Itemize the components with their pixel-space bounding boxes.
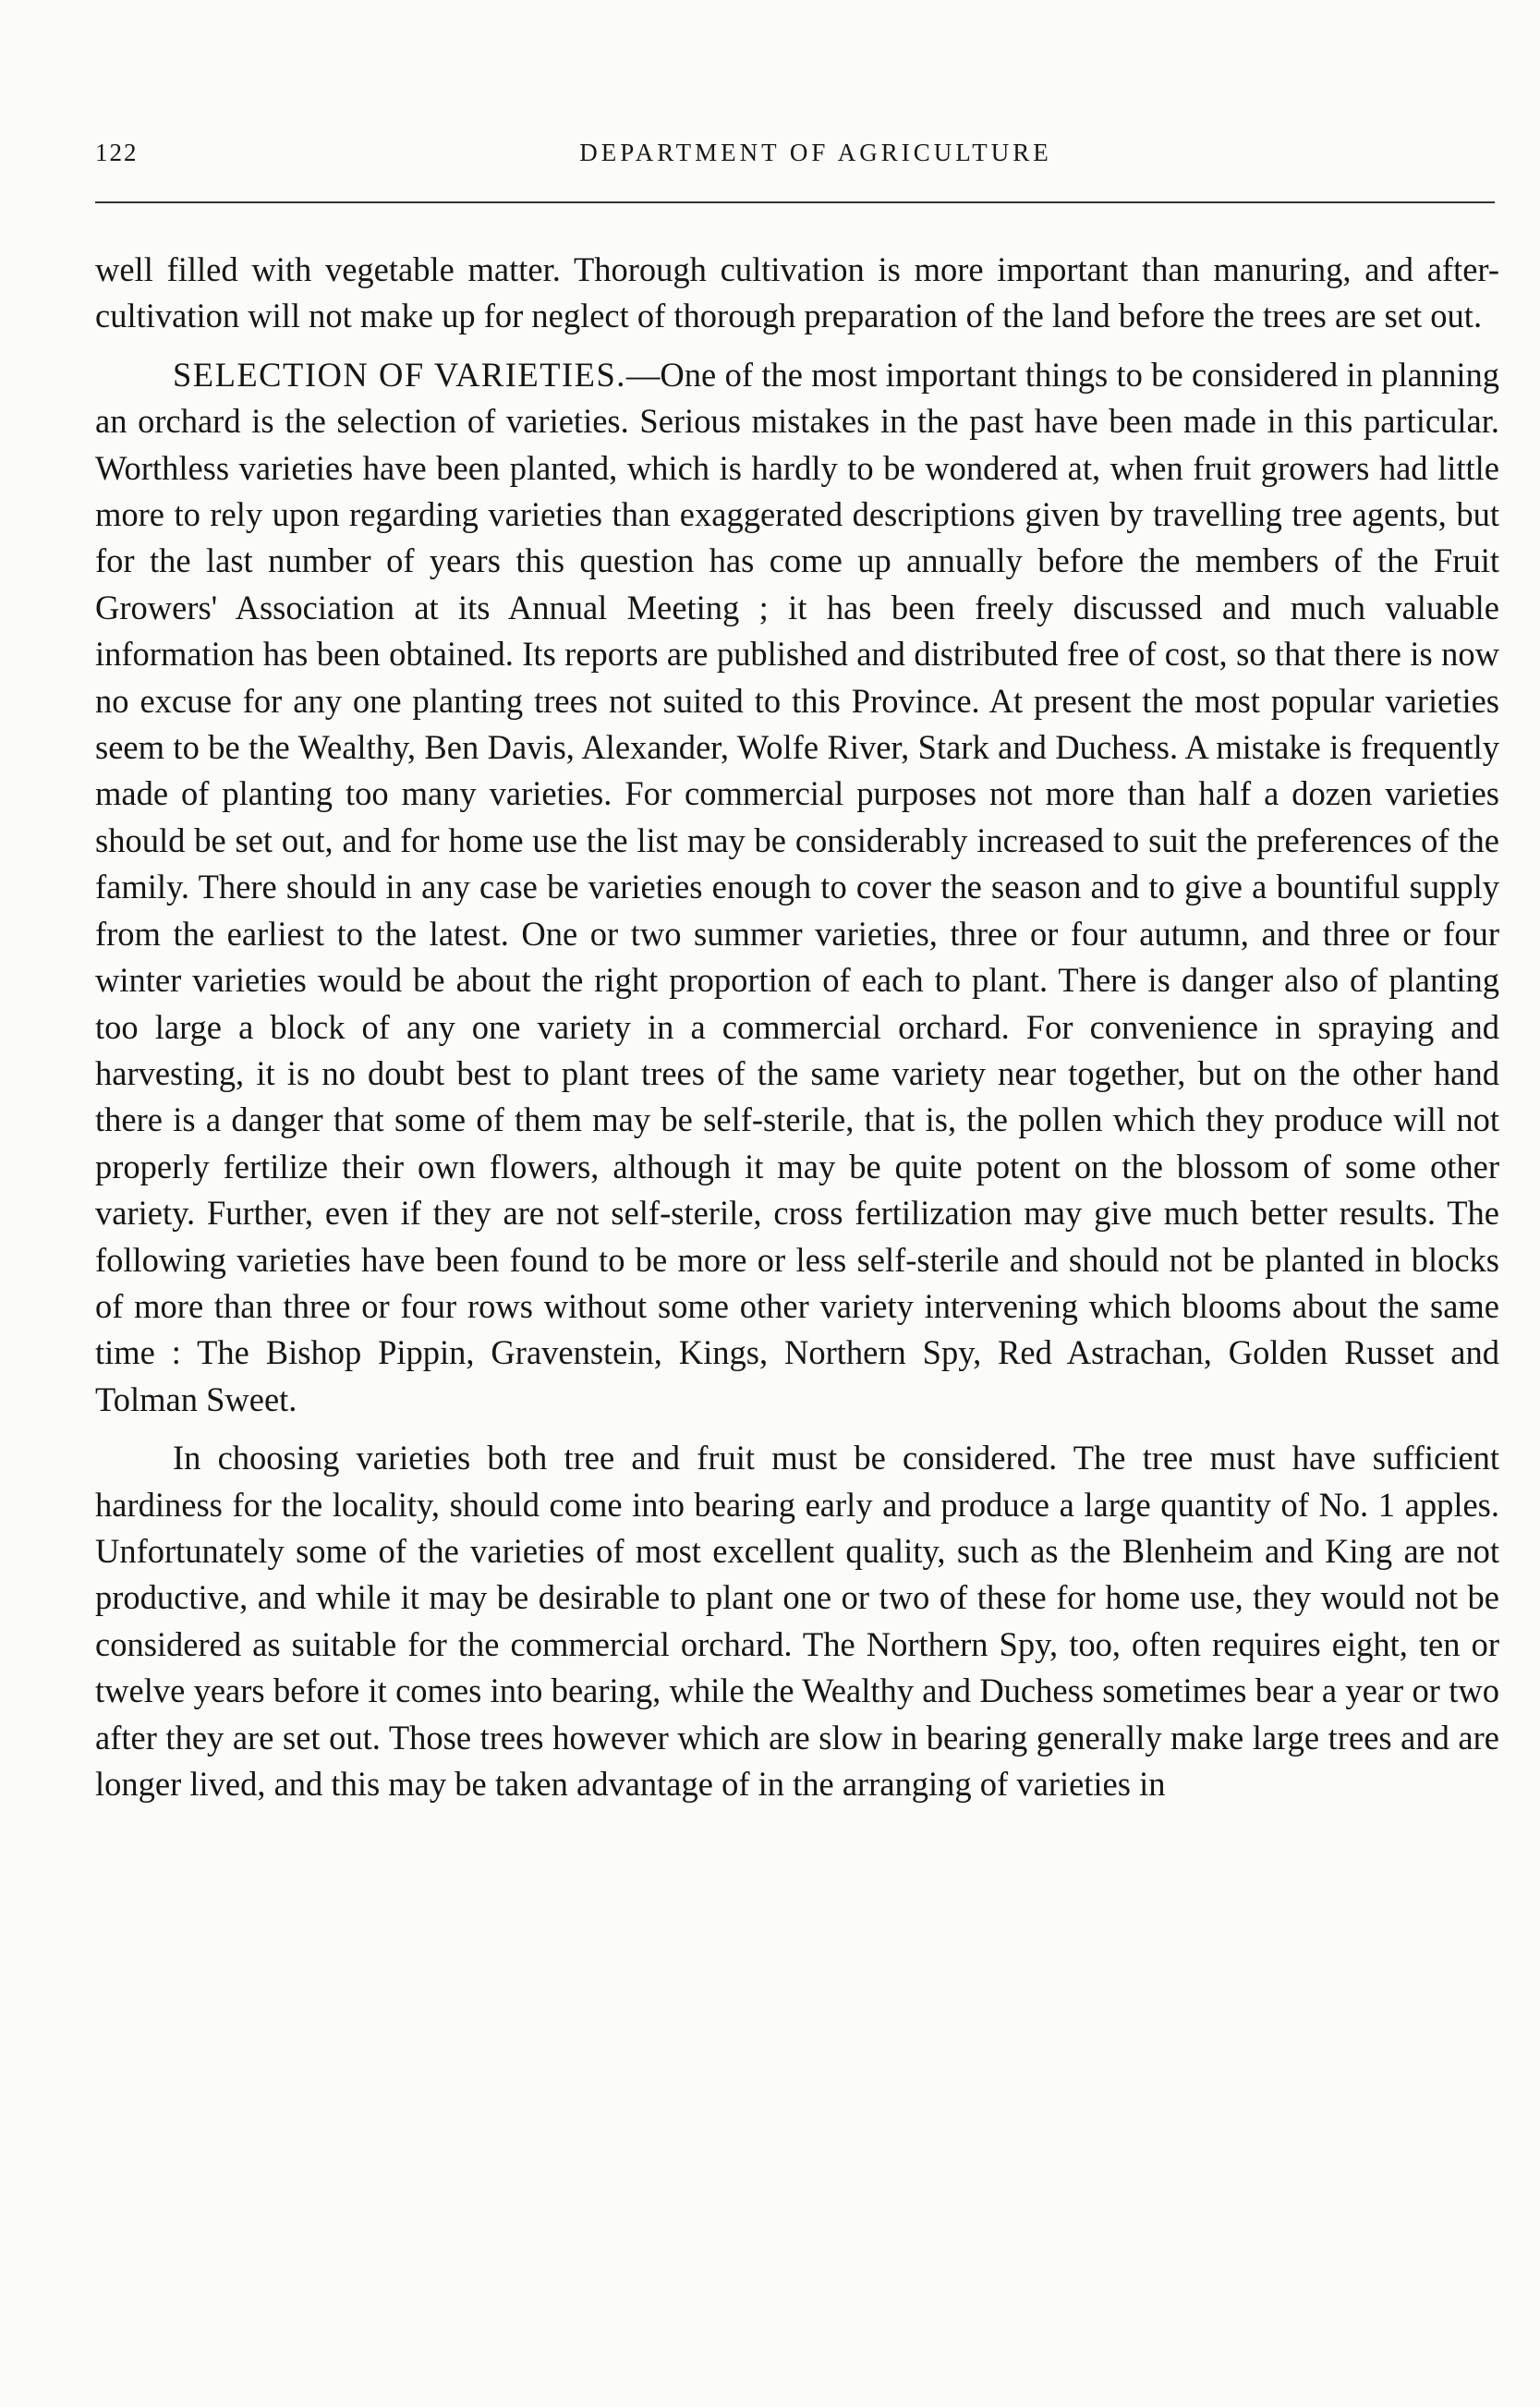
header-divider: [95, 201, 1495, 203]
page-number: 122: [95, 139, 139, 166]
paragraph-text: —One of the most important things to be considered in planning an orchard is the selection of varieties. Serious mistakes in the past have been made in this particular. Worthless varieties have been planted, which is hardly to be wondered at, when fruit growers had little more to rely upon regarding varieties than exaggerated descriptions given by travelling tree agents, but for the last number of years this question has come up annually before the members of the Fruit Growers' Association at its Annual Meeting ; it has been freely discussed and much valuable information has been obtained. Its reports are published and distributed free of cost, so that there is now no excuse for any one planting trees not suited to this Province. At present the most popular varieties seem to be the Wealthy, Ben Davis, Alexander, Wolfe River, Stark and Duchess. A mistake is frequently made of planting too many varieties. For commercial purposes not more than half a dozen varieties should be set out, and for home use the list may be considerably increased to suit the preferences of the family. There should in any case be varieties enough to cover the season and to give a bountiful supply from the earliest to the latest. One or two summer varieties, three or four autumn, and three or four winter varieties would be about the right proportion of each to plant. There is danger also of planting too large a block of any one variety in a commercial orchard. For convenience in spraying and harvesting, it is no doubt best to plant trees of the same variety near together, but on the other hand there is a danger that some of them may be self-sterile, that is, the pollen which they produce will not properly fertilize their own flowers, although it may be quite potent on the blossom of some other variety. Further, even if they are not self-sterile, cross fertilization may give much better results. The following varieties have been found to be more or less self-sterile and should not be planted in blocks of more than three or four rows without some other variety intervening which blooms about the same time : The Bishop Pippin, Gravenstein, Kings, Northern Spy, Red Astrachan, Golden Russet and Tolman Sweet.: [95, 355, 1499, 1418]
section-heading: SELECTION OF VARIETIES.: [173, 355, 626, 394]
body-text: [95, 247, 1499, 1819]
paragraph-continuation: well filled with vegetable matter. Thorough cultivation is more important than manuring, and after-cultivation will not make up for neglect of thorough preparation of the land before the trees are set out.: [95, 250, 1499, 335]
paragraph-selection-of-varieties: [95, 352, 1499, 1423]
running-title: DEPARTMENT OF AGRICULTURE: [579, 139, 1052, 166]
paragraph-choosing-varieties: In choosing varieties both tree and fruit must be considered. The tree must have sufficient hardiness for the locality, should come into bearing early and produce a large quantity of No. 1 apples. Unfortunately some of the varieties of most excellent quality, such as the Blenheim and King are not productive, and while it may be desirable to plant one or two of these for home use, they would not be considered as suitable for the commercial orchard. The Northern Spy, too, often requires eight, ten or twelve years before it comes into bearing, while the Wealthy and Duchess sometimes bear a year or two after they are set out. Those trees however which are slow in bearing generally make large trees and are longer lived, and this may be taken advantage of in the arranging of varieties in: [95, 1439, 1499, 1803]
running-head: [95, 139, 1499, 176]
